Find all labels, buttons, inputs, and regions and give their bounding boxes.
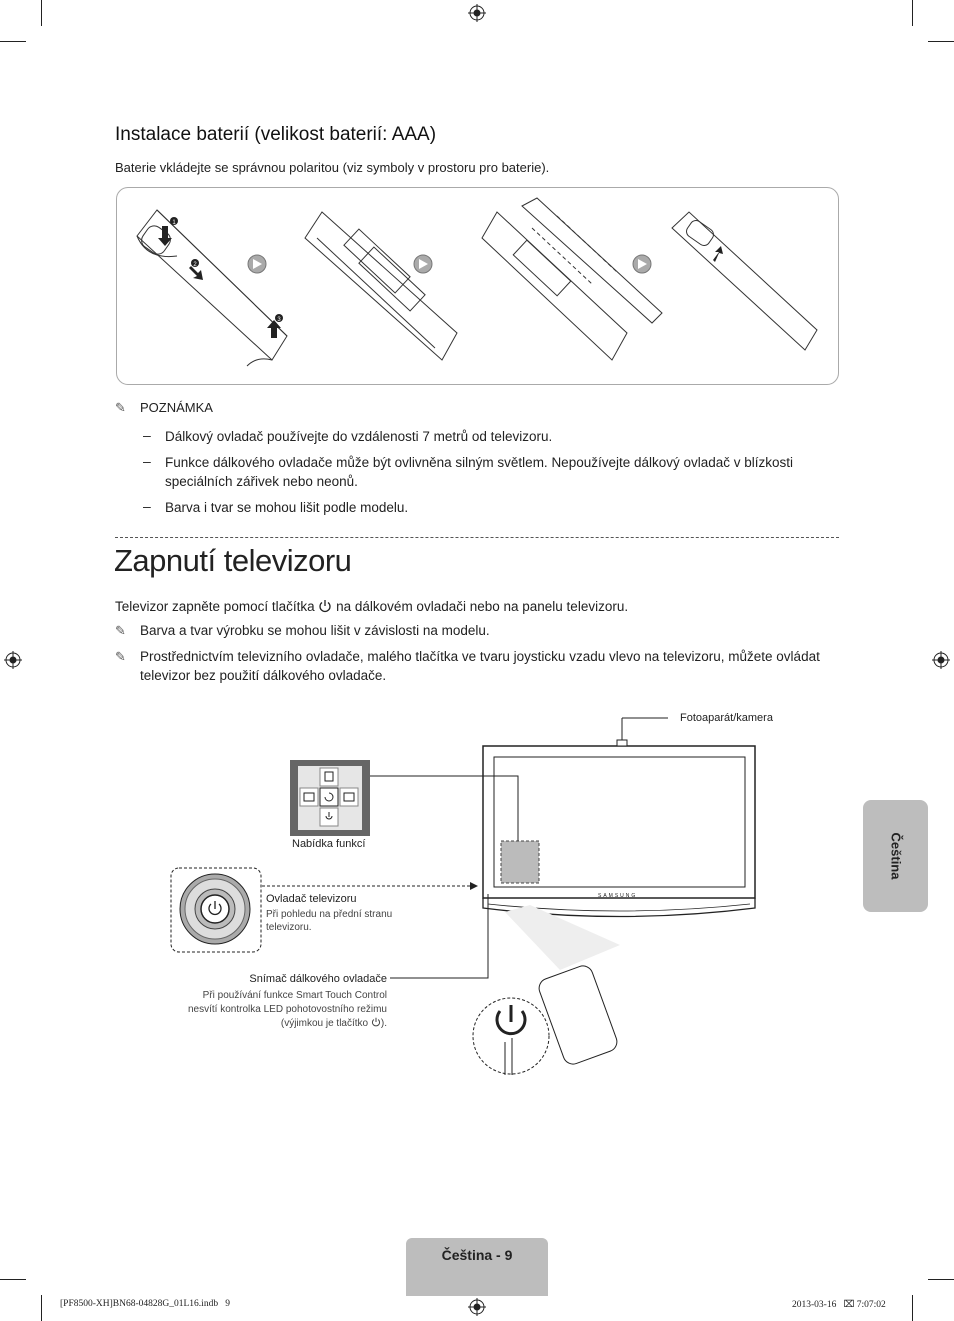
registration-mark-icon (468, 1298, 486, 1316)
battery-intro: Baterie vkládejte se správnou polaritou (viz symboly v prostoru pro baterie). (115, 160, 550, 175)
power-note-1: Barva a tvar výrobku se mohou lišit v závislosti na modelu. (140, 623, 490, 638)
tv-brand: SAMSUNG (598, 893, 638, 899)
registration-mark-icon (932, 651, 950, 669)
language-side-tab-label: Čeština (888, 832, 903, 880)
crop-mark (41, 1295, 42, 1321)
power-intro (115, 597, 628, 616)
crop-mark (0, 41, 26, 42)
registration-mark-icon (468, 4, 486, 22)
crop-mark (912, 0, 913, 26)
controller-label: Ovladač televizoru (266, 893, 357, 905)
camera-label: Fotoaparát/kamera (680, 712, 773, 724)
sensor-desc: Při používání funkce Smart Touch Control (202, 990, 387, 1001)
battery-illustration-box (116, 187, 839, 385)
menu-label: Nabídka funkcí (292, 838, 366, 850)
crop-mark (0, 1279, 26, 1280)
step-number: 2 (193, 262, 197, 268)
crop-mark (912, 1295, 913, 1321)
battery-install-illustration (117, 188, 838, 384)
timestamp: 2013-03-16 ⌧ 7:07:02 (792, 1300, 886, 1310)
power-intro-after: na dálkovém ovladači nebo na panelu televizoru. (336, 599, 629, 614)
battery-heading: Instalace baterií (velikost baterií: AAA) (115, 124, 437, 145)
note-label: POZNÁMKA (140, 400, 213, 415)
power-icon (371, 1017, 381, 1027)
controller-desc: televizoru. (266, 922, 312, 933)
power-icon (318, 599, 332, 613)
note-item-continued: speciálních zářivek nebo neonů. (165, 474, 358, 489)
note-item: Barva i tvar se mohou lišit podle modelu. (165, 500, 409, 515)
sensor-desc: nesvítí kontrolka LED pohotovostního režimu (188, 1004, 387, 1015)
bullet-dash: – (143, 427, 151, 443)
sensor-desc-end: ). (380, 1018, 387, 1029)
note-item: Dálkový ovladač používejte do vzdálenosti 7 metrů od televizoru. (165, 429, 553, 444)
file-info: [PF8500-XH]BN68-04828G_01L16.indb 9 (60, 1299, 230, 1309)
power-note-2-continued: televizor bez použití dálkového ovladače. (140, 668, 387, 683)
step-number: 3 (277, 317, 281, 323)
page-number-label: Čeština - 9 (441, 1247, 513, 1263)
power-intro-before: Televizor zapněte pomocí tlačítka (115, 599, 315, 614)
controller-desc: Při pohledu na přední stranu (266, 909, 393, 920)
section-divider (115, 537, 839, 538)
sensor-desc (170, 1017, 387, 1030)
power-note-2: Prostřednictvím televizního ovladače, malého tlačítka ve tvaru joysticku vzadu vlevo na televizoru, můžete ovládat (140, 649, 820, 664)
bullet-dash: – (143, 453, 151, 469)
pencil-note-icon: ✎ (115, 400, 126, 415)
registration-mark-icon (4, 651, 22, 669)
crop-mark (928, 1279, 954, 1280)
page-number-tab (406, 1238, 548, 1296)
tv-diagram (0, 700, 954, 1100)
sensor-label: Snímač dálkového ovladače (249, 973, 387, 985)
sensor-desc-start: (výjimkou je tlačítko (280, 1018, 369, 1029)
language-side-tab (863, 800, 928, 912)
bullet-dash: – (143, 498, 151, 514)
step-number: 1 (172, 220, 176, 226)
note-item: Funkce dálkového ovladače může být ovlivněna silným světlem. Nepoužívejte dálkový ovladač v blízkosti (165, 455, 794, 470)
pencil-note-icon: ✎ (115, 623, 126, 638)
crop-mark (928, 41, 954, 42)
power-title: Zapnutí televizoru (114, 543, 352, 578)
crop-mark (41, 0, 42, 26)
pencil-note-icon: ✎ (115, 649, 126, 664)
